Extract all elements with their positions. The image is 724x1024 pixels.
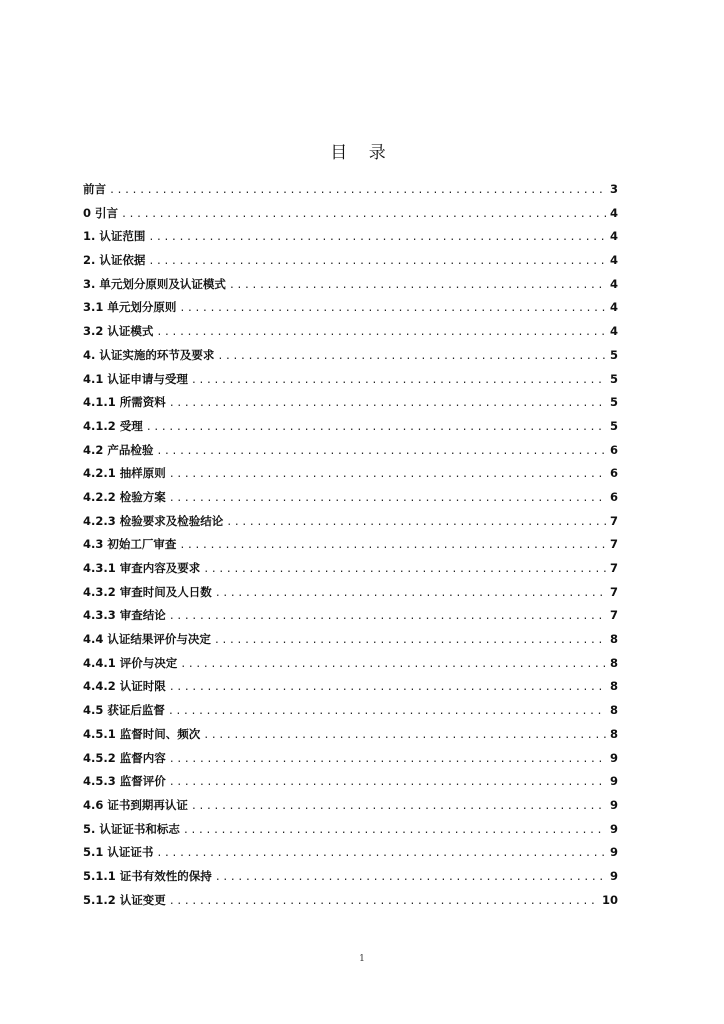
toc-leader-dots <box>169 680 606 696</box>
toc-entry[interactable] <box>83 465 618 489</box>
toc-leader-dots <box>156 325 606 341</box>
toc-leader-dots <box>169 396 606 412</box>
toc-entry[interactable] <box>83 205 618 229</box>
toc-leader-dots <box>156 846 606 862</box>
toc-entry[interactable] <box>83 181 618 205</box>
toc-leader-dots <box>214 633 606 649</box>
toc-entry-page: 7 <box>609 537 618 552</box>
toc-entry-page: 9 <box>609 750 618 765</box>
toc-entry[interactable] <box>83 726 618 750</box>
toc-entry-label: 4.6 证书到期再认证 <box>83 797 188 812</box>
toc-entry-page: 6 <box>609 489 618 504</box>
toc-entry-page: 7 <box>609 608 618 623</box>
toc-entry-page: 7 <box>609 584 618 599</box>
toc-leader-dots <box>226 515 606 531</box>
toc-entry-label: 0 引言 <box>83 205 119 220</box>
toc-entry-page: 9 <box>609 774 618 789</box>
toc-entry-label: 4.4 认证结果评价与决定 <box>83 632 211 647</box>
toc-entry-page: 3 <box>609 182 618 196</box>
toc-entry[interactable] <box>83 252 618 276</box>
toc-entry-label: 2. 认证依据 <box>83 253 146 268</box>
toc-entry-page: 7 <box>609 513 618 528</box>
toc-entry[interactable] <box>83 442 618 466</box>
toc-leader-dots <box>109 183 606 199</box>
toc-entry-page: 8 <box>609 655 618 670</box>
toc-leader-dots <box>168 704 606 720</box>
toc-leader-dots <box>148 254 606 270</box>
toc-leader-dots <box>191 373 606 389</box>
toc-entry-page: 4 <box>609 324 618 339</box>
toc-entry[interactable] <box>83 607 618 631</box>
toc-entry-label: 4.4.2 认证时限 <box>83 679 166 694</box>
page-number: 1 <box>359 954 365 964</box>
toc-entry-label: 4.2.1 抽样原则 <box>83 466 166 481</box>
toc-entry-page: 8 <box>609 632 618 647</box>
toc-leader-dots <box>180 657 606 673</box>
toc-entry-label: 5.1 认证证书 <box>83 845 154 860</box>
toc-entry-page: 4 <box>609 300 618 315</box>
toc-entry-label: 4. 认证实施的环节及要求 <box>83 347 215 362</box>
toc-leader-dots <box>203 562 606 578</box>
toc-entry-page: 4 <box>609 253 618 268</box>
toc-entry-page: 5 <box>609 371 618 386</box>
toc-leader-dots <box>121 207 606 223</box>
toc-leader-dots <box>148 230 606 246</box>
toc-entry-label: 4.5.2 监督内容 <box>83 750 166 765</box>
toc-entry-label: 3.2 认证模式 <box>83 324 154 339</box>
toc-entry-label: 4.3 初始工厂审查 <box>83 537 177 552</box>
toc-entry[interactable] <box>83 750 618 774</box>
toc-entry-label: 4.1 认证申请与受理 <box>83 371 188 386</box>
toc-entry-page: 10 <box>601 892 618 907</box>
toc-entry-label: 4.5 获证后监督 <box>83 703 165 718</box>
toc-leader-dots <box>179 301 606 317</box>
toc-entry[interactable] <box>83 228 618 252</box>
toc-entry[interactable] <box>83 631 618 655</box>
toc-entry-label: 4.2 产品检验 <box>83 442 154 457</box>
toc-entry[interactable] <box>83 536 618 560</box>
toc-entry-label: 4.3.1 审查内容及要求 <box>83 561 201 575</box>
toc-entry-label: 3. 单元划分原则及认证模式 <box>83 276 226 291</box>
toc-entry-page: 7 <box>609 561 618 575</box>
toc-entry-page: 8 <box>609 703 618 718</box>
toc-entry-page: 4 <box>609 205 618 220</box>
toc-entry[interactable] <box>83 678 618 702</box>
toc-entry-label: 4.3.2 审查时间及人日数 <box>83 584 212 599</box>
toc-entry-page: 8 <box>609 726 618 741</box>
toc-leader-dots <box>169 609 606 625</box>
toc-entry[interactable] <box>83 418 618 442</box>
toc-entry-page: 6 <box>609 466 618 481</box>
toc-leader-dots <box>183 823 606 839</box>
toc-entry[interactable] <box>83 702 618 726</box>
toc-entry[interactable] <box>83 821 618 845</box>
toc-entry[interactable] <box>83 655 618 679</box>
toc-leader-dots <box>217 349 606 365</box>
toc-entry[interactable] <box>83 323 618 347</box>
toc-entry-page: 5 <box>609 418 618 433</box>
toc-entry[interactable] <box>83 844 618 868</box>
toc-entry-label: 4.5.3 监督评价 <box>83 774 166 789</box>
toc-leader-dots <box>229 278 606 294</box>
toc-leader-dots <box>169 752 606 768</box>
toc-entry-label: 5.1.1 证书有效性的保持 <box>83 868 212 883</box>
toc-entry-label: 5.1.2 认证变更 <box>83 892 166 907</box>
toc-entry[interactable] <box>83 892 618 916</box>
page-title: 目 录 <box>330 143 394 163</box>
toc-entry[interactable] <box>83 584 618 608</box>
toc-entry[interactable] <box>83 797 618 821</box>
toc-entry[interactable] <box>83 513 618 537</box>
toc-leader-dots <box>191 799 606 815</box>
toc-entry-page: 8 <box>609 679 618 694</box>
toc-entry-label: 4.4.1 评价与决定 <box>83 655 178 670</box>
toc-entry-page: 4 <box>609 229 618 244</box>
toc-entry-label: 4.5.1 监督时间、频次 <box>83 726 201 741</box>
toc-leader-dots <box>179 538 606 554</box>
toc-entry[interactable] <box>83 347 618 371</box>
toc-entry-page: 9 <box>609 845 618 860</box>
toc-entry[interactable] <box>83 773 618 797</box>
toc-entry[interactable] <box>83 299 618 323</box>
toc-leader-dots <box>203 728 606 744</box>
toc-entry[interactable] <box>83 371 618 395</box>
toc-leader-dots <box>169 491 606 507</box>
toc-entry-label: 1. 认证范围 <box>83 229 146 244</box>
toc-entry-page: 9 <box>609 821 618 836</box>
toc-entry-page: 9 <box>609 797 618 812</box>
toc-entry-label: 4.2.2 检验方案 <box>83 489 166 504</box>
toc-leader-dots <box>169 894 598 910</box>
toc-entry-label: 前言 <box>83 182 106 196</box>
toc-entry[interactable] <box>83 276 618 300</box>
toc-entry[interactable] <box>83 489 618 513</box>
toc-entry[interactable] <box>83 394 618 418</box>
toc-entry[interactable] <box>83 868 618 892</box>
toc-entry-label: 3.1 单元划分原则 <box>83 300 177 315</box>
toc-entry-page: 6 <box>609 442 618 457</box>
toc-entry-label: 4.1.2 受理 <box>83 418 143 433</box>
toc-entry[interactable] <box>83 560 618 584</box>
toc-leader-dots <box>169 775 606 791</box>
toc-entry-label: 5. 认证证书和标志 <box>83 821 180 836</box>
toc-entry-label: 4.2.3 检验要求及检验结论 <box>83 513 224 528</box>
toc-entry-page: 5 <box>609 395 618 410</box>
toc-entry-page: 9 <box>609 868 618 883</box>
toc-leader-dots <box>146 420 606 436</box>
toc-entry-label: 4.3.3 审查结论 <box>83 608 166 623</box>
toc-leader-dots <box>215 586 606 602</box>
toc-entry-page: 4 <box>609 276 618 291</box>
toc-leader-dots <box>156 444 606 460</box>
toc-entry-page: 5 <box>609 347 618 362</box>
toc-leader-dots <box>215 870 606 886</box>
table-of-contents <box>83 181 618 915</box>
toc-leader-dots <box>169 467 606 483</box>
toc-entry-label: 4.1.1 所需资料 <box>83 395 166 410</box>
